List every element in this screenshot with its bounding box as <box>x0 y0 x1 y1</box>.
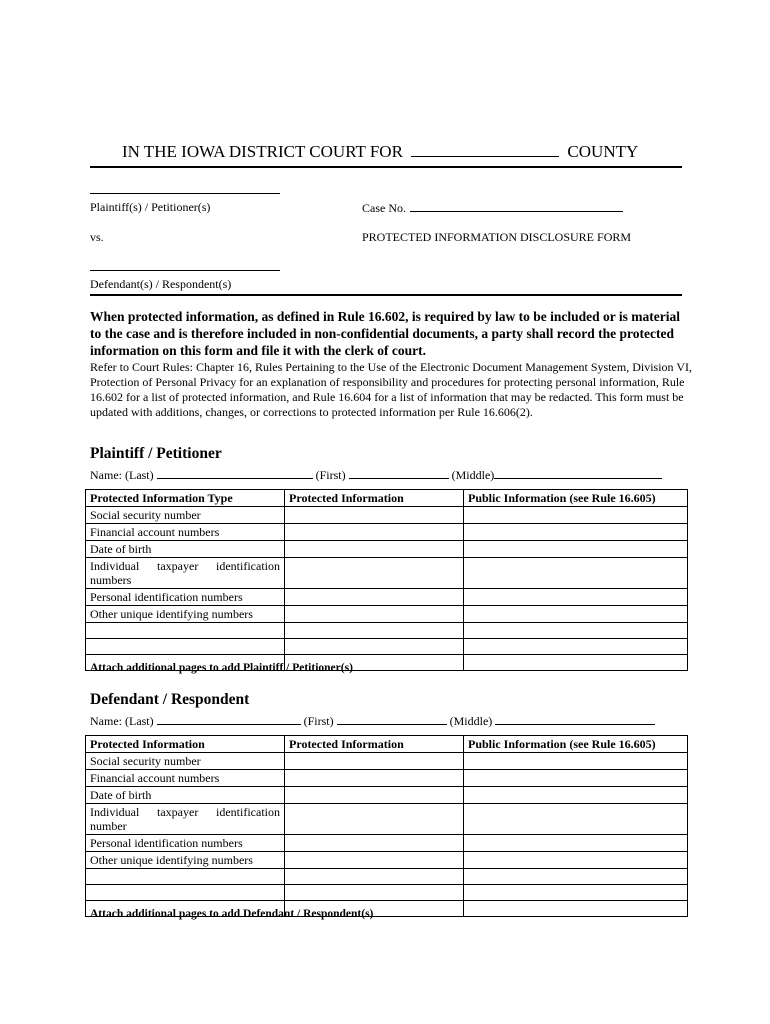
table-row <box>86 589 688 606</box>
info-type-cell: Personal identification numbers <box>86 835 285 852</box>
info-type-cell: Other unique identifying numbers <box>86 606 285 623</box>
county-blank[interactable] <box>411 142 559 157</box>
public-info-cell[interactable] <box>464 639 688 655</box>
plaintiff-last-name-blank[interactable] <box>157 467 313 479</box>
plaintiff-protected-info-table <box>85 489 688 671</box>
plaintiff-heading: Plaintiff / Petitioner <box>90 445 222 462</box>
table-row <box>86 869 688 885</box>
defendant-last-name-blank[interactable] <box>157 713 301 725</box>
public-info-cell[interactable] <box>464 885 688 901</box>
protected-info-cell[interactable] <box>285 541 464 558</box>
name-first-label: (First) <box>303 714 334 728</box>
public-info-cell[interactable] <box>464 804 688 835</box>
table-row <box>86 507 688 524</box>
defendant-name-row <box>90 713 655 729</box>
public-info-cell[interactable] <box>464 507 688 524</box>
form-name: PROTECTED INFORMATION DISCLOSURE FORM <box>362 230 632 244</box>
info-type-cell: Social security number <box>86 507 285 524</box>
info-type-cell: Personal identification numbers <box>86 589 285 606</box>
protected-info-cell[interactable] <box>285 852 464 869</box>
defendant-signature-line[interactable] <box>90 270 280 271</box>
info-type-cell[interactable] <box>86 869 285 885</box>
info-type-cell: Financial account numbers <box>86 770 285 787</box>
title-prefix: IN THE IOWA DISTRICT COURT FOR <box>122 142 403 161</box>
table-row <box>86 606 688 623</box>
public-info-cell[interactable] <box>464 541 688 558</box>
public-info-cell[interactable] <box>464 835 688 852</box>
defendant-heading: Defendant / Respondent <box>90 691 250 708</box>
plaintiff-name-row <box>90 467 662 483</box>
protected-info-cell[interactable] <box>285 524 464 541</box>
table-header-row <box>86 490 688 507</box>
intro-paragraph: Refer to Court Rules: Chapter 16, Rules Pertaining to the Use of the Electronic Document Management System, Division VI, Protection of Personal Privacy for an explanation of responsibility and procedures for protecting personal information, Rule 16.602 for a list of protected information, and Rule 16.604 for a list of information that may be redacted. This form must be updated with additions, changes, or corrections to protected information per Rule 16.606(2). <box>90 360 692 419</box>
public-info-cell[interactable] <box>464 770 688 787</box>
caption-rule <box>90 294 682 296</box>
protected-info-cell[interactable] <box>285 558 464 589</box>
table-row <box>86 835 688 852</box>
protected-info-cell[interactable] <box>285 606 464 623</box>
protected-info-cell[interactable] <box>285 753 464 770</box>
vs-label: vs. <box>90 230 104 244</box>
protected-info-cell[interactable] <box>285 885 464 901</box>
public-info-cell[interactable] <box>464 869 688 885</box>
column-header: Protected Information Type <box>86 490 285 507</box>
column-header: Protected Information <box>285 736 464 753</box>
name-last-label: Name: (Last) <box>90 468 154 482</box>
protected-info-cell[interactable] <box>285 869 464 885</box>
table-row <box>86 804 688 835</box>
defendant-attach-note: Attach additional pages to add Defendant / Respondent(s) <box>90 908 374 920</box>
protected-info-cell[interactable] <box>285 589 464 606</box>
public-info-cell[interactable] <box>464 655 688 671</box>
public-info-cell[interactable] <box>464 787 688 804</box>
defendant-label: Defendant(s) / Respondent(s) <box>90 277 232 291</box>
table-header-row <box>86 736 688 753</box>
info-type-cell[interactable] <box>86 623 285 639</box>
public-info-cell[interactable] <box>464 901 688 917</box>
table-row <box>86 787 688 804</box>
public-info-cell[interactable] <box>464 558 688 589</box>
defendant-protected-info-table <box>85 735 688 917</box>
case-number-blank[interactable] <box>410 200 623 212</box>
column-header: Public Information (see Rule 16.605) <box>464 736 688 753</box>
table-row <box>86 753 688 770</box>
info-type-cell: Individual taxpayer identification number <box>86 804 285 835</box>
info-type-cell: Social security number <box>86 753 285 770</box>
column-header: Protected Information <box>86 736 285 753</box>
plaintiff-signature-line[interactable] <box>90 193 280 194</box>
table-row <box>86 558 688 589</box>
page-title <box>122 142 638 162</box>
defendant-first-name-blank[interactable] <box>337 713 447 725</box>
info-type-cell: Other unique identifying numbers <box>86 852 285 869</box>
info-type-cell: Financial account numbers <box>86 524 285 541</box>
defendant-middle-name-blank[interactable] <box>495 713 655 725</box>
case-no-label: Case No. <box>362 201 406 215</box>
table-row <box>86 770 688 787</box>
protected-info-cell[interactable] <box>285 787 464 804</box>
name-middle-label: (Middle) <box>451 468 495 482</box>
info-type-cell: Date of birth <box>86 541 285 558</box>
protected-info-cell[interactable] <box>285 639 464 655</box>
info-type-cell: Individual taxpayer identification numbers <box>86 558 285 589</box>
column-header: Public Information (see Rule 16.605) <box>464 490 688 507</box>
plaintiff-label: Plaintiff(s) / Petitioner(s) <box>90 200 211 214</box>
title-suffix: COUNTY <box>567 142 639 161</box>
protected-info-cell[interactable] <box>285 507 464 524</box>
table-row <box>86 623 688 639</box>
plaintiff-attach-note: Attach additional pages to add Plaintiff / Petitioner(s) <box>90 662 353 674</box>
table-row <box>86 524 688 541</box>
table-row <box>86 852 688 869</box>
info-type-cell: Date of birth <box>86 787 285 804</box>
public-info-cell[interactable] <box>464 623 688 639</box>
name-middle-label: (Middle) <box>449 714 493 728</box>
name-first-label: (First) <box>315 468 346 482</box>
plaintiff-first-name-blank[interactable] <box>349 467 449 479</box>
protected-info-cell[interactable] <box>285 804 464 835</box>
public-info-cell[interactable] <box>464 524 688 541</box>
protected-info-cell[interactable] <box>285 770 464 787</box>
protected-info-cell[interactable] <box>285 623 464 639</box>
column-header: Protected Information <box>285 490 464 507</box>
case-number-field <box>362 200 623 216</box>
name-last-label: Name: (Last) <box>90 714 154 728</box>
table-row <box>86 885 688 901</box>
public-info-cell[interactable] <box>464 753 688 770</box>
title-rule <box>90 166 682 168</box>
intro-bold-paragraph: When protected information, as defined in Rule 16.602, is required by law to be included or is material to the case and is therefore included in non-confidential documents, a party shall record the protected information on this form and file it with the clerk of court. <box>90 309 681 358</box>
public-info-cell[interactable] <box>464 852 688 869</box>
plaintiff-middle-name-blank[interactable] <box>494 467 662 479</box>
info-type-cell[interactable] <box>86 885 285 901</box>
info-type-cell[interactable] <box>86 639 285 655</box>
table-row <box>86 639 688 655</box>
public-info-cell[interactable] <box>464 606 688 623</box>
table-row <box>86 541 688 558</box>
public-info-cell[interactable] <box>464 589 688 606</box>
protected-info-cell[interactable] <box>285 835 464 852</box>
